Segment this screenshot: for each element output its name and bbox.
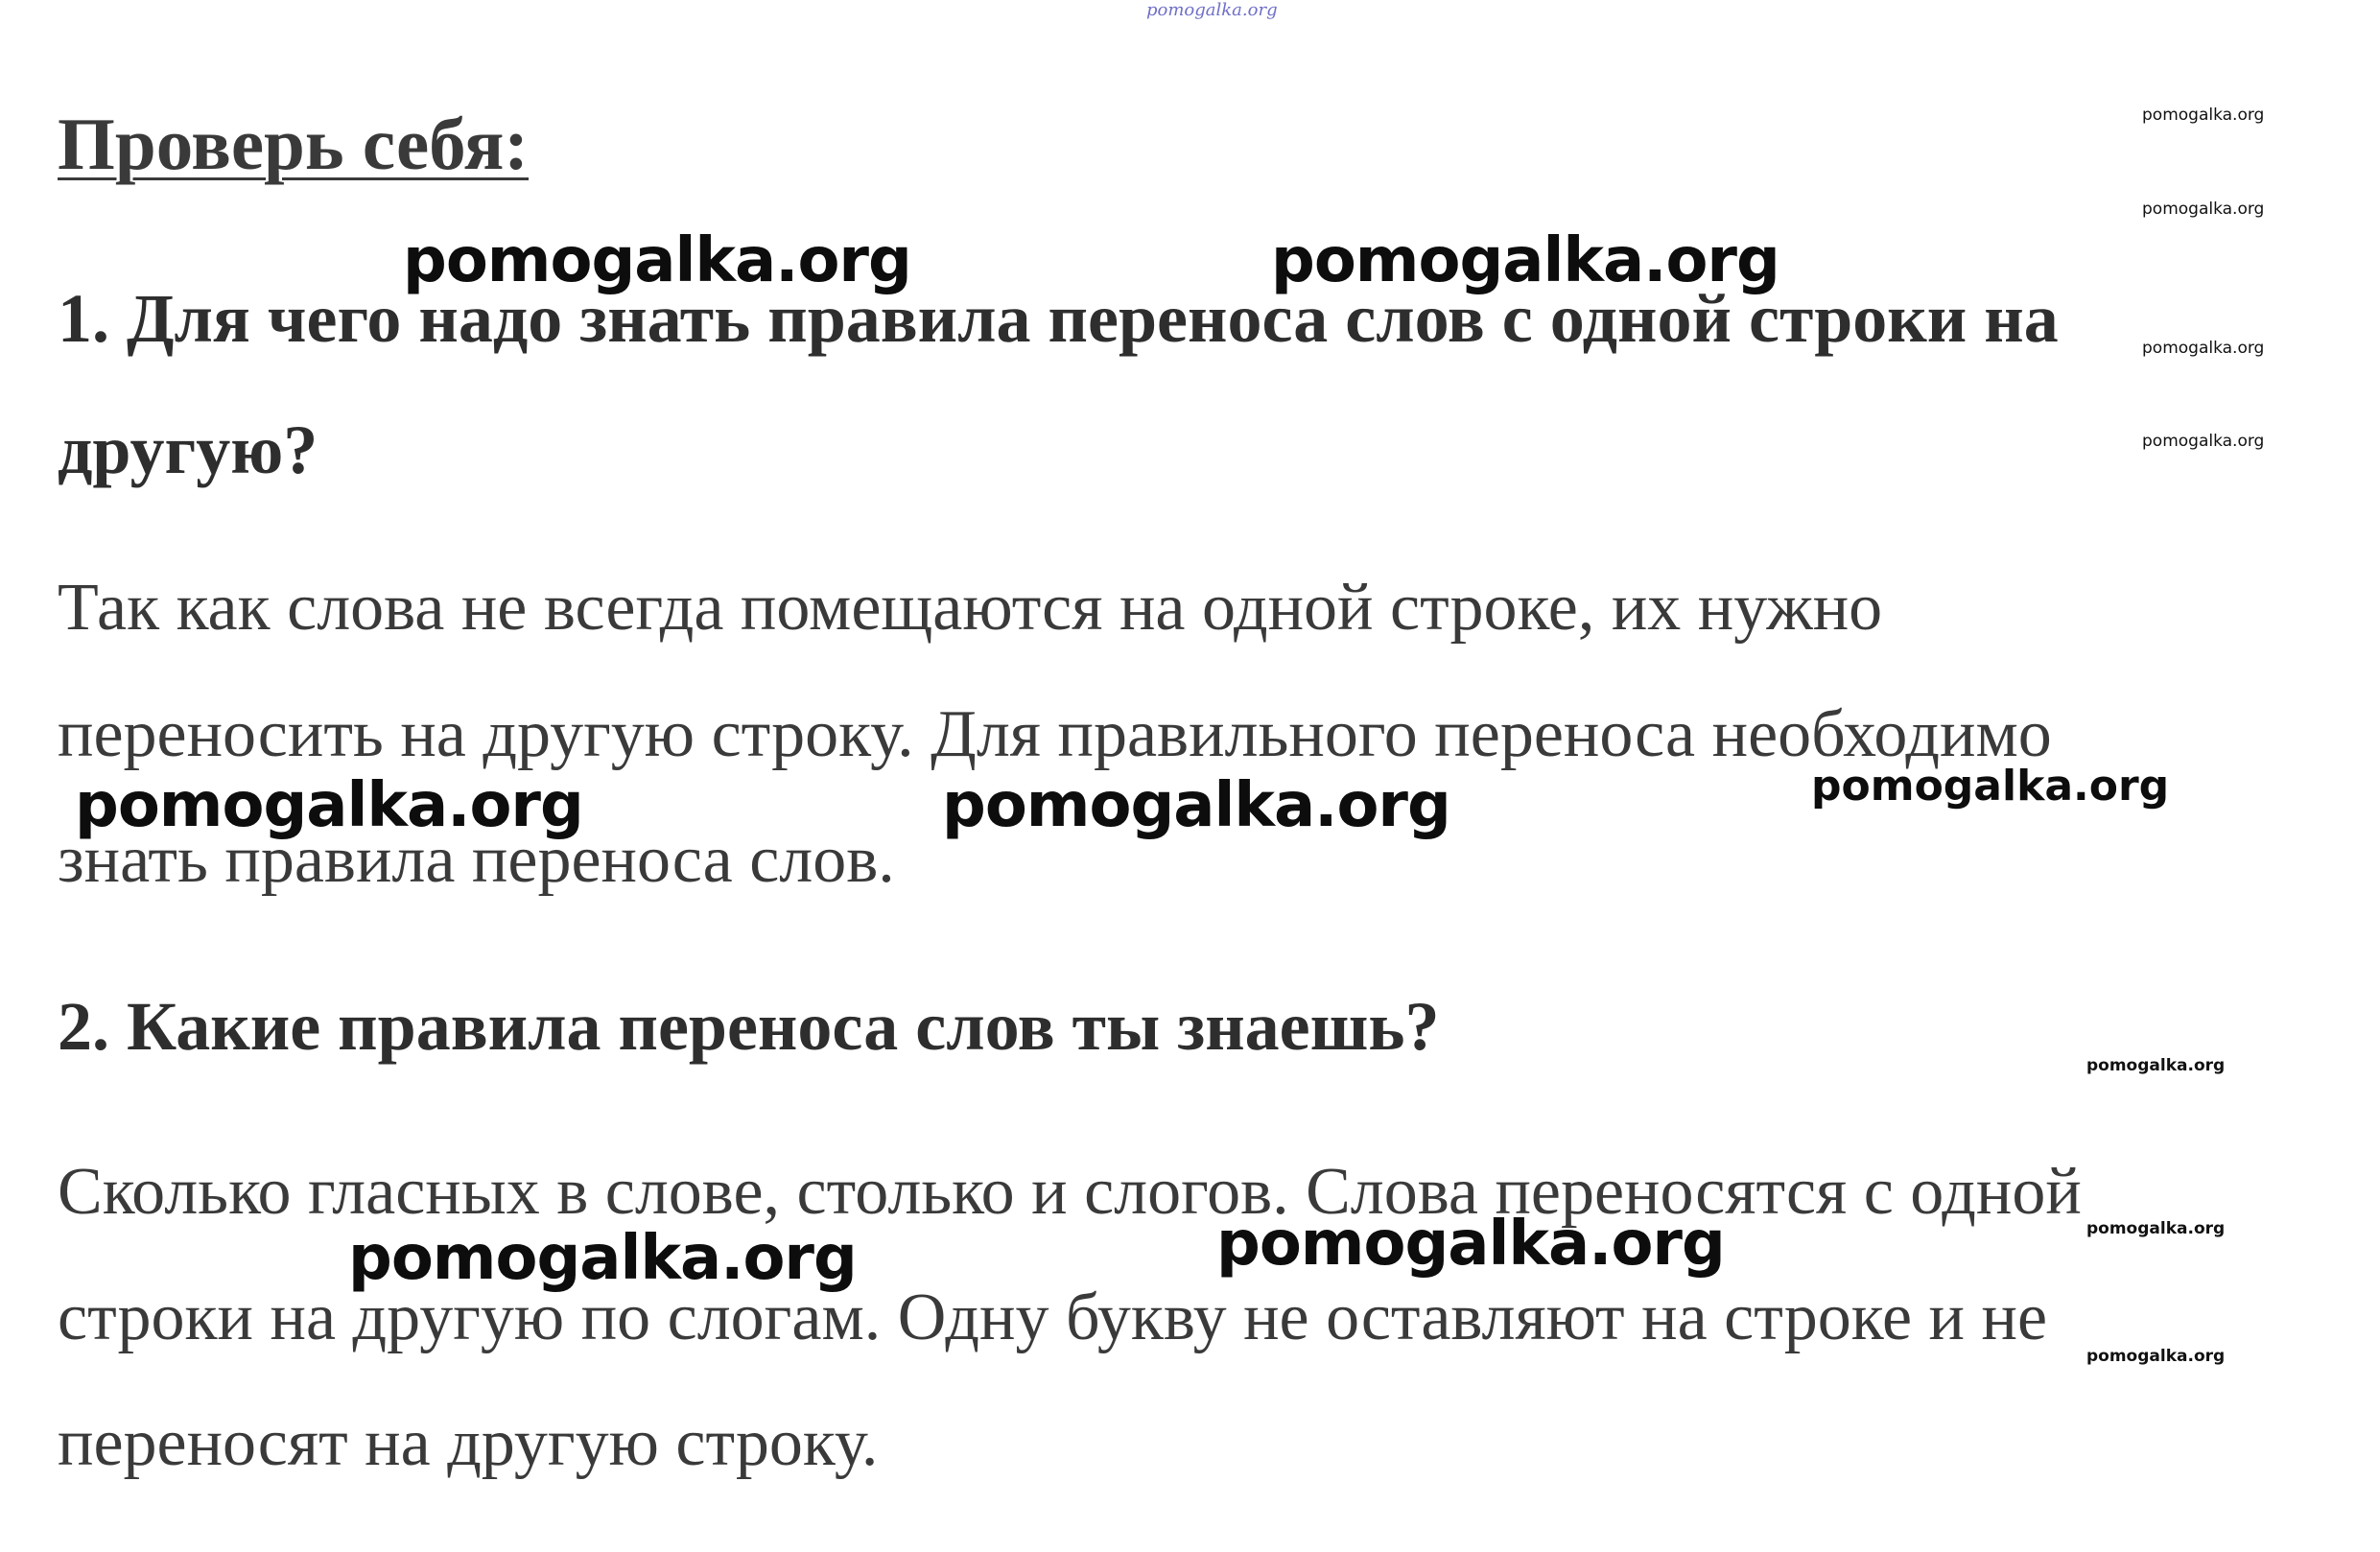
watermark-text: pomogalka.org [2142, 339, 2265, 358]
watermark-text: pomogalka.org [348, 1223, 857, 1294]
watermark-text: pomogalka.org [2086, 1347, 2226, 1366]
watermark-text: pomogalka.org [1216, 1209, 1725, 1280]
answer-1-line-3: знать правила переноса слов. [58, 823, 895, 897]
watermark-text: pomogalka.org [403, 225, 911, 296]
answer-2-line-1: Сколько гласных в слове, столько и слогов. Слова переносятся с одной [58, 1155, 2082, 1229]
watermark-text: pomogalka.org [1811, 762, 2170, 811]
watermark-text: pomogalka.org [2086, 1219, 2226, 1238]
watermark-text: pomogalka.org [2086, 1056, 2226, 1075]
watermark-text: pomogalka.org [942, 770, 1450, 841]
answer-2-line-2: строки на другую по слогам. Одну букву не оставляют на строке и не [58, 1281, 2048, 1354]
watermark-text: pomogalka.org [1271, 225, 1779, 296]
answer-1-line-2: переносить на другую строку. Для правильного переноса необходимо [58, 697, 2052, 771]
question-2-line-1: 2. Какие правила переноса слов ты знаешь? [58, 988, 1440, 1065]
page-title: Проверь себя: [58, 103, 530, 185]
watermark-text: pomogalka.org [75, 770, 583, 841]
site-watermark-top: pomogalka.org [1146, 0, 1278, 20]
watermark-text: pomogalka.org [2142, 200, 2265, 219]
watermark-text: pomogalka.org [2142, 432, 2265, 451]
answer-2-line-3: переносят на другую строку. [58, 1406, 879, 1480]
watermark-text: pomogalka.org [2142, 106, 2265, 125]
question-1-line-2: другую? [58, 412, 318, 488]
answer-1-line-1: Так как слова не всегда помещаются на одной строке, их нужно [58, 571, 1883, 645]
question-1-line-1: 1. Для чего надо знать правила переноса слов с одной строки на [58, 280, 2059, 357]
